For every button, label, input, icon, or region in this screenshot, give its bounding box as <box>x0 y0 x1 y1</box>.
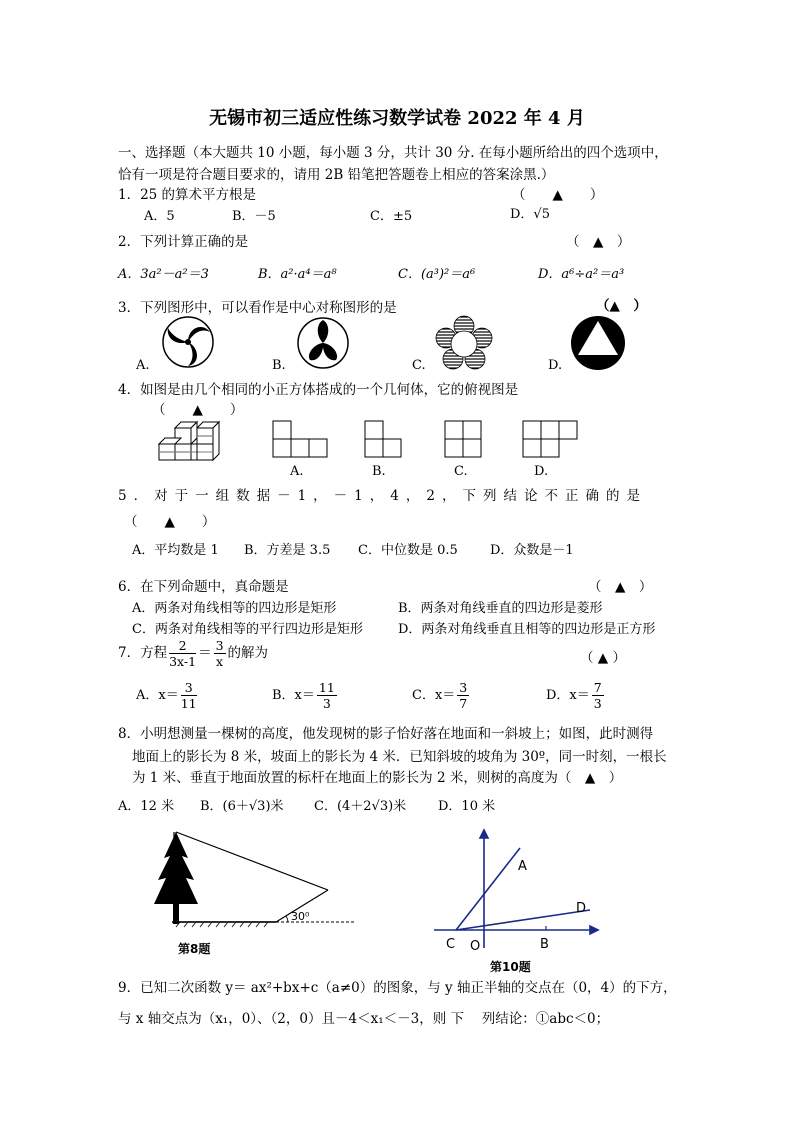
q1-answer-blank: （ ▲ ） <box>512 187 604 203</box>
q2-option-c: C．(a³)²＝a⁶ <box>398 267 476 282</box>
q4-label-b: B. <box>372 464 386 479</box>
q5-answer-blank: （ ▲ ） <box>124 514 216 530</box>
q5-option-a: A．平均数是 1 <box>132 543 219 558</box>
q3-figure-a <box>162 316 214 368</box>
q9-line2: 与 x 轴交点为（x₁，0）、（2，0）且－4＜x₁＜－3，则 下 列结论：①abc＜0； <box>118 1011 610 1027</box>
q4-label-a: A. <box>290 464 304 479</box>
q3-figure-c <box>436 316 492 370</box>
q2-option-b: B．a²·a⁴＝a⁸ <box>258 267 337 282</box>
figure-10-coordinate <box>430 826 606 954</box>
figure-8-angle-label: 30⁰ <box>291 910 310 923</box>
q7-option-a: A．x＝ $\frac{3}{11}$ <box>136 680 197 711</box>
q5-option-d: D．众数是－1 <box>490 543 574 558</box>
q2-text: 2．下列计算正确的是 <box>118 234 249 250</box>
q5-option-b: B．方差是 3.5 <box>244 543 331 558</box>
figure-10-label-d: D <box>576 901 587 916</box>
section-instructions-line2: 恰有一项是符合题目要求的，请用 2B 铅笔把答题卷上相应的答案涂黑.） <box>118 167 555 183</box>
q7-fraction-left: $\frac{2}{3x-1}$ <box>169 638 197 669</box>
figure-8-tree-slope <box>150 828 370 934</box>
q2-answer-blank: （ ▲ ） <box>566 234 631 250</box>
q1-option-d: D．√5 <box>510 207 550 222</box>
q8-line3: 为 1 米、垂直于地面放置的标杆在地面上的影长为 2 米，则树的高度为（ ▲ ） <box>132 770 623 786</box>
q4-text: 4．如图是由几个相同的小正方体搭成的一个几何体，它的俯视图是 <box>118 382 519 398</box>
q7-option-d: D．x＝ $\frac{7}{3}$ <box>546 680 602 711</box>
page-title: 无锡市初三适应性练习数学试卷 2022 年 4 月 <box>209 108 585 129</box>
q4-answer-blank: （ ▲ ） <box>152 402 244 418</box>
q4-option-b-view <box>364 420 404 460</box>
q4-option-a-view <box>272 420 330 460</box>
q6-option-a: A．两条对角线相等的四边形是矩形 <box>132 601 337 616</box>
q1-option-c: C．±5 <box>370 209 413 224</box>
q8-option-a: A．12 米 <box>118 799 175 814</box>
q6-option-b: B．两条对角线垂直的四边形是菱形 <box>398 601 603 616</box>
q8-option-c: C．(4＋2√3)米 <box>314 799 407 814</box>
q3-text: 3．下列图形中，可以看作是中心对称图形的是 <box>118 300 397 316</box>
q1-option-b: B．－5 <box>232 209 276 224</box>
q7-suffix: 的解为 <box>227 645 269 661</box>
q3-label-c: C. <box>412 358 426 373</box>
q3-figure-b <box>296 316 350 370</box>
q3-label-d: D. <box>548 358 563 373</box>
q3-answer-blank: （▲ ） <box>596 298 647 314</box>
q4-option-c-view <box>444 420 484 460</box>
q6-text: 6．在下列命题中，真命题是 <box>118 579 289 595</box>
figure-10-caption: 第10题 <box>490 960 531 974</box>
q5-text: 5．对于一组数据－1，－1，4，2，下列结论不正确的是 <box>118 488 647 504</box>
figure-10-label-b: B <box>540 937 549 952</box>
q8-option-d: D．10 米 <box>438 799 496 814</box>
q9-line1: 9．已知二次函数 y＝ ax²+bx+c（a≠0）的图象，与 y 轴正半轴的交点在（0，4）的下方， <box>118 980 677 996</box>
q6-answer-blank: （ ▲ ） <box>588 579 653 595</box>
q4-option-d-view <box>522 420 580 460</box>
q7-option-c: C．x＝ $\frac{3}{7}$ <box>412 680 468 711</box>
q5-option-c: C．中位数是 0.5 <box>358 543 458 558</box>
q7-answer-blank: （ ▲ ） <box>580 650 626 666</box>
q8-option-b: B．(6＋√3)米 <box>200 799 284 814</box>
q3-label-a: A. <box>136 358 150 373</box>
figure-8-caption: 第8题 <box>178 942 211 956</box>
q2-option-a: A．3a²－a²＝3 <box>118 267 209 282</box>
q3-figure-d <box>570 315 626 371</box>
q6-option-d: D．两条对角线垂直且相等的四边形是正方形 <box>398 622 656 637</box>
q7-equation <box>118 638 268 669</box>
figure-10-label-o: O <box>470 939 481 954</box>
q7-option-b: B．x＝ $\frac{11}{3}$ <box>272 680 335 711</box>
q4-label-c: C. <box>454 464 468 479</box>
q7-equals: ＝ <box>198 645 212 661</box>
figure-10-label-a: A <box>518 859 527 874</box>
figure-10-label-c: C <box>446 937 456 952</box>
q7-prefix: 7．方程 <box>118 645 168 661</box>
q1-text: 1．25 的算术平方根是 <box>118 187 257 203</box>
q4-label-d: D. <box>534 464 549 479</box>
q3-label-b: B. <box>272 358 286 373</box>
section-instructions-line1: 一、选择题（本大题共 10 小题，每小题 3 分，共计 30 分. 在每小题所给出的四个选项中， <box>118 145 668 161</box>
q2-option-d: D．a⁶÷a²＝a³ <box>538 267 625 282</box>
q8-line2: 地面上的影长为 8 米，坡面上的影长为 4 米．已知斜坡的坡角为 30º，同一时刻，一根长 <box>132 749 667 765</box>
q7-fraction-right: $\frac{3}{x}$ <box>215 638 224 669</box>
q8-line1: 8．小明想测量一棵树的高度，他发现树的影子恰好落在地面和一斜坡上；如图，此时测得 <box>118 726 654 742</box>
q4-solid-figure <box>157 414 223 464</box>
q1-option-a: A．5 <box>144 209 175 224</box>
q6-option-c: C．两条对角线相等的平行四边形是矩形 <box>132 622 363 637</box>
